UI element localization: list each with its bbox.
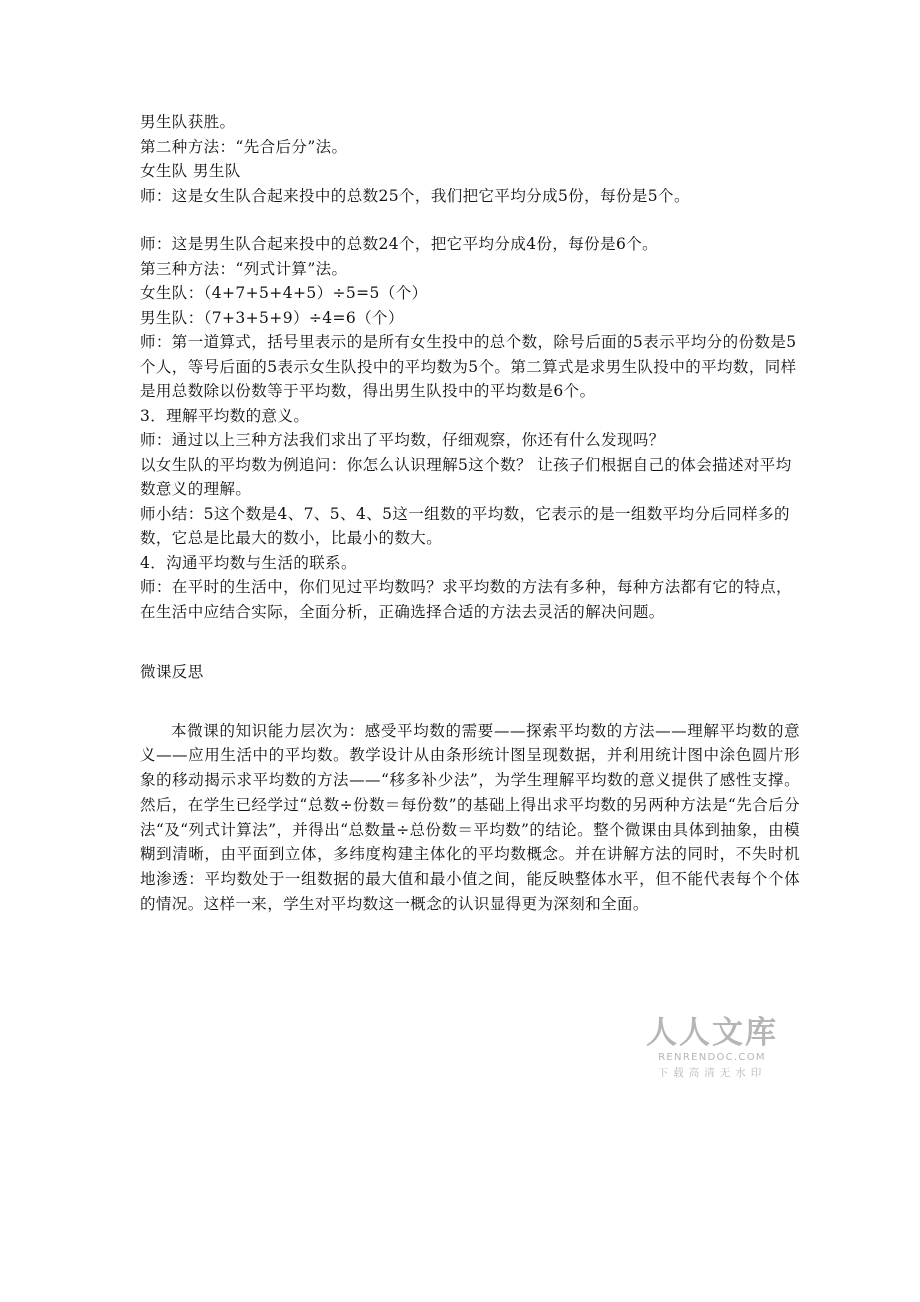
blank-line xyxy=(140,695,800,719)
formula-boys: 男生队：（7+3+5+9）÷4=6（个） xyxy=(140,308,404,327)
watermark xyxy=(642,1016,782,1080)
text-line: 女生队 男生队 xyxy=(140,162,241,180)
blank-line xyxy=(140,624,800,660)
watermark-subtitle: 下载高清无水印 xyxy=(657,1067,767,1079)
watermark-url: RENRENDOC.COM xyxy=(658,1052,766,1063)
explanation-paragraph: 师：第一道算式，括号里表示的是所有女生投中的总个数，除号后面的5表示平均分的份数是5个人，等号后面的5表示女生队投中的平均数为5个。第二算式是求男生队投中的平均数，同样是用总数除以份数等于平均数，得出男生队投中的平均数是6个。 xyxy=(140,333,797,400)
reflection-title: 微课反思 xyxy=(140,663,204,681)
text-line: 男生队获胜。 xyxy=(140,113,236,131)
summary-paragraph: 师小结：5这个数是4、7、5、4、5这一组数的平均数，它表示的是一组数平均分后同样多的数，它总是比最大的数小，比最小的数大。 xyxy=(140,504,790,547)
question-paragraph: 以女生队的平均数为例追问：你怎么认识理解5这个数？ 让孩子们根据自己的体会描述对平均数意义的理解。 xyxy=(140,455,792,498)
text-line: 师：这是男生队合起来投中的总数24个，把它平均分成4份，每份是6个。 xyxy=(140,235,659,253)
text-line: 师：通过以上三种方法我们求出了平均数，仔细观察，你还有什么发现吗？ xyxy=(140,431,665,449)
formula-girls: 女生队：（4+7+5+4+5）÷5=5（个） xyxy=(140,284,428,302)
text-line: 师：这是女生队合起来投中的总数25个，我们把它平均分成5份，每份是5个。 xyxy=(140,186,690,205)
section-heading-3: 3．理解平均数的意义。 xyxy=(140,406,310,425)
document-body xyxy=(140,110,800,917)
watermark-logo: 人人文库 xyxy=(646,1015,778,1051)
section-heading-4: 4．沟通平均数与生活的联系。 xyxy=(140,553,357,572)
text-line: 第二种方法：“先合后分”法。 xyxy=(140,137,348,156)
reflection-paragraph: 本微课的知识能力层次为：感受平均数的需要——探索平均数的方法——理解平均数的意义——应用生活中的平均数。教学设计从由条形统计图呈现数据，并利用统计图中涂色圆片形象的移动揭示求平均数的方法——“移多补少法”，为学生理解平均数的意义提供了感性支撑。然后，在学生已经学过“总数÷份数＝每份数”的基础上得出求平均数的另两种方法是“先合后分法“及“列式计算法”，并得出“总数量÷总份数＝平均数”的结论。整个微课由具体到抽象，由模糊到清晰，由平面到立体，多纬度构建主体化的平均数概念。并在讲解方法的同时，不失时机地渗透：平均数处于一组数据的最大值和最小值之间，能反映整体水平，但不能代表每个个体的情况。这样一来，学生对平均数这一概念的认识显得更为深刻和全面。 xyxy=(140,721,800,914)
life-paragraph: 师：在平时的生活中，你们见过平均数吗？求平均数的方法有多种，每种方法都有它的特点，在生活中应结合实际，全面分析，正确选择合适的方法去灵活的解决问题。 xyxy=(140,578,792,621)
text-line: 第三种方法：“列式计算”法。 xyxy=(140,259,348,278)
blank-line xyxy=(140,208,800,232)
